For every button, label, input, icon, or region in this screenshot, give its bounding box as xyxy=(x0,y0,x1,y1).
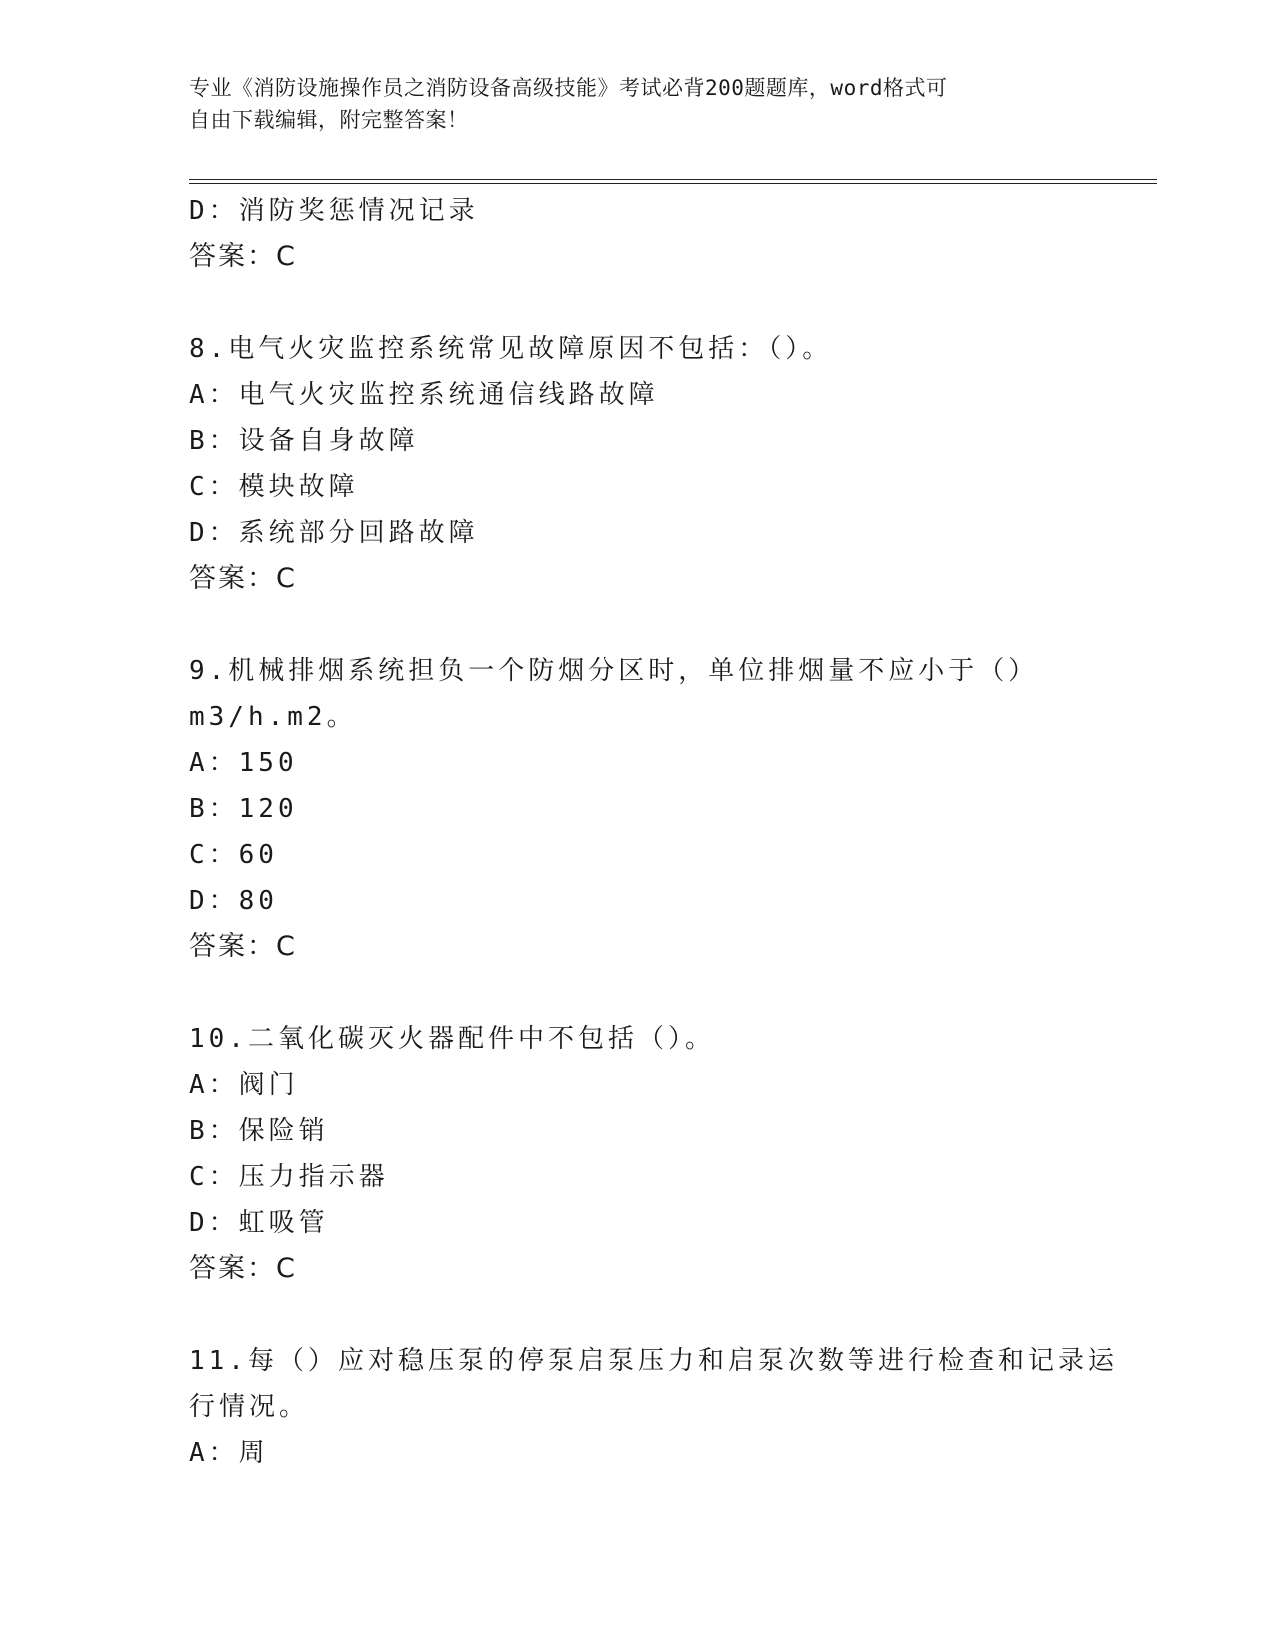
question-10-option-c: C：压力指示器 xyxy=(189,1162,389,1192)
question-9-option-a: A：150 xyxy=(189,748,298,778)
document-header xyxy=(189,72,1089,136)
header-divider-bottom xyxy=(189,183,1157,184)
question-11-stem-continued: 行情况。 xyxy=(189,1392,310,1422)
question-9-option-c: C：60 xyxy=(189,840,278,870)
question-8-answer: 答案：C xyxy=(189,563,297,594)
question-10-option-a: A：阀门 xyxy=(189,1070,299,1100)
question-9-stem-continued: m3/h.m2。 xyxy=(189,702,357,732)
spacer xyxy=(189,280,1089,326)
header-line-2: 自由下载编辑，附完整答案！ xyxy=(189,108,469,132)
spacer xyxy=(189,1292,1089,1338)
question-9-option-b: B：120 xyxy=(189,794,298,824)
header-divider-top xyxy=(189,179,1157,180)
question-8-option-d: D：系统部分回路故障 xyxy=(189,518,479,548)
question-10-stem: 10.二氧化碳灭火器配件中不包括（）。 xyxy=(189,1024,715,1054)
question-8-option-c: C：模块故障 xyxy=(189,472,359,502)
spacer xyxy=(189,602,1089,648)
question-9-option-d: D：80 xyxy=(189,886,278,916)
question-9-answer: 答案：C xyxy=(189,931,297,962)
question-10-option-d: D：虹吸管 xyxy=(189,1208,329,1238)
question-8-option-b: B：设备自身故障 xyxy=(189,426,419,456)
question-8-stem: 8.电气火灾监控系统常见故障原因不包括：（）。 xyxy=(189,334,833,364)
option-d: D：消防奖惩情况记录 xyxy=(189,196,479,226)
question-11-stem: 11.每（）应对稳压泵的停泵启泵压力和启泵次数等进行检查和记录运 xyxy=(189,1346,1118,1376)
question-10-answer: 答案：C xyxy=(189,1253,297,1284)
answer-line: 答案：C xyxy=(189,241,297,272)
header-line-1: 专业《消防设施操作员之消防设备高级技能》考试必背200题题库，word格式可 xyxy=(189,76,948,100)
question-list xyxy=(189,188,1118,1476)
question-10-option-b: B：保险销 xyxy=(189,1116,329,1146)
spacer xyxy=(189,970,1089,1016)
question-8-option-a: A：电气火灾监控系统通信线路故障 xyxy=(189,380,659,410)
question-9-stem: 9.机械排烟系统担负一个防烟分区时，单位排烟量不应小于（） xyxy=(189,656,1039,686)
question-11-option-a: A：周 xyxy=(189,1438,269,1468)
